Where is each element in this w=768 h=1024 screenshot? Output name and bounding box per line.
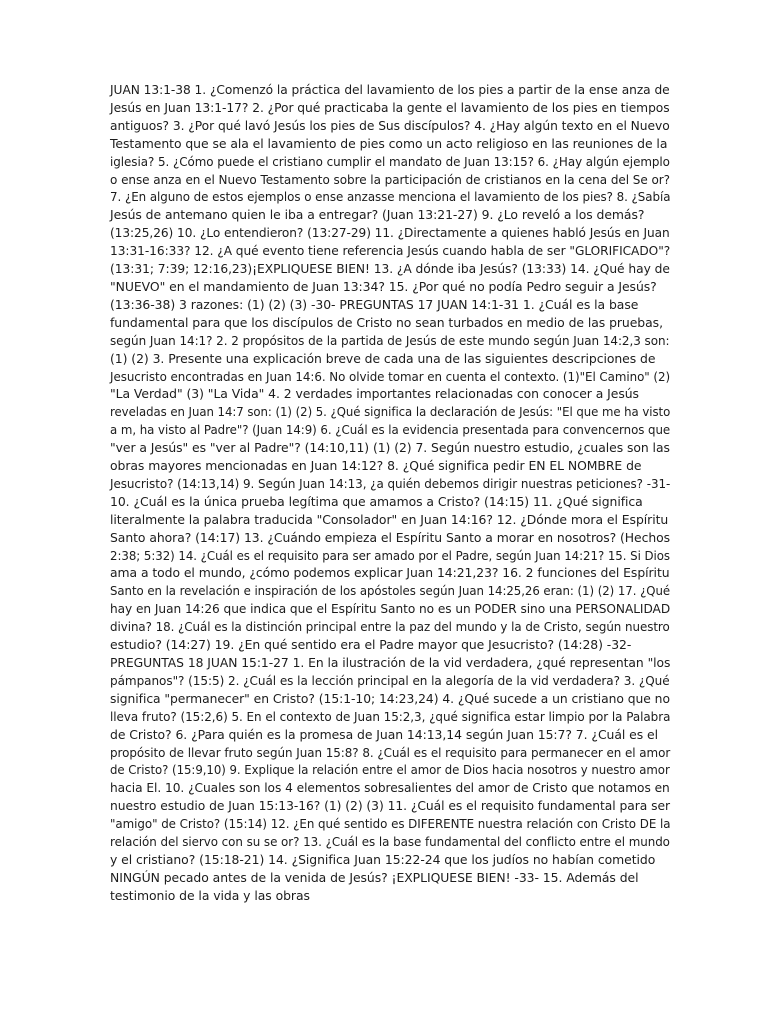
text-line: hay en Juan 14:26 que indica que el Espíritu Santo no es un PODER sino una PERSONALIDAD bbox=[110, 601, 671, 617]
text-line: hacia El. 10. ¿Cuales son los 4 elementos sobresalientes del amor de Cristo que notamos en bbox=[110, 780, 670, 796]
text-line: Testamento que se ala el lavamiento de pies como un acto religioso en las reuniones de la bbox=[110, 135, 668, 151]
text-line: (13:25,26) 10. ¿Lo entendieron? (13:27-29) 11. ¿Directamente a quienes habló Jesús en Juan bbox=[110, 225, 670, 241]
text-line: antiguos? 3. ¿Por qué lavó Jesús los pies de Sus discípulos? 4. ¿Hay algún texto en el Nuevo bbox=[110, 117, 670, 133]
text-line: PREGUNTAS 18 JUAN 15:1-27 1. En la ilustración de la vid verdadera, ¿qué representan "los bbox=[110, 655, 671, 670]
text-line: y el cristiano? (15:18-21) 14. ¿Significa Juan 15:22-24 que los judíos no habían cometido bbox=[110, 851, 656, 867]
text-line: Santo en la revelación e inspiración de los apóstoles según Juan 14:25,26 eran: (1) (2) 17. ¿Qué bbox=[110, 583, 671, 599]
text-line: nuestro estudio de Juan 15:13-16? (1) (2) (3) 11. ¿Cuál es el requisito fundamental para ser bbox=[110, 798, 671, 814]
text-line: de Cristo? 6. ¿Para quién es la promesa de Juan 14:13,14 según Juan 15:7? 7. ¿Cuál es el bbox=[110, 726, 659, 742]
text-line: 13:31-16:33? 12. ¿A qué evento tiene referencia Jesús cuando habla de ser "GLORIFICADO"? bbox=[110, 243, 671, 259]
text-line: lleva fruto? (15:2,6) 5. En el contexto de Juan 15:2,3, ¿qué significa estar limpio por la Palabra bbox=[110, 708, 671, 724]
text-line: relación del siervo con su se or? 13. ¿Cuál es la base fundamental del conflicto entre el mundo bbox=[110, 834, 670, 850]
text-line: o ense anza en el Nuevo Testamento sobre la participación de cristianos en la cena del Se or? bbox=[110, 171, 670, 187]
text-line: "La Verdad" (3) "La Vida" 4. 2 verdades importantes relacionadas con conocer a Jesús bbox=[110, 386, 639, 402]
text-line: a m, ha visto al Padre"? (Juan 14:9) 6. ¿Cuál es la evidencia presentada para convencernos que bbox=[110, 422, 671, 438]
text-line: 7. ¿En alguno de estos ejemplos o ense anzasse menciona el lavamiento de los pies? 8. ¿Sabía bbox=[110, 189, 671, 205]
text-line: 10. ¿Cuál es la única prueba legítima que amamos a Cristo? (14:15) 11. ¿Qué significa bbox=[110, 493, 643, 509]
text-line: testimonio de la vida y las obras bbox=[110, 887, 310, 903]
text-line: JUAN 13:1-38 1. ¿Comenzó la práctica del lavamiento de los pies a partir de la ense anza de bbox=[110, 82, 670, 97]
text-line: 2:38; 5:32) 14. ¿Cuál es el requisito para ser amado por el Padre, según Juan 14:21? 15. Si Dios bbox=[110, 547, 670, 563]
text-line: Jesús de antemano quien le iba a entregar? (Juan 13:21-27) 9. ¿Lo reveló a los demás? bbox=[110, 207, 645, 223]
text-line: "NUEVO" en el mandamiento de Juan 13:34? 15. ¿Por qué no podía Pedro seguir a Jesús? bbox=[110, 278, 657, 294]
text-line: Jesucristo? (14:13,14) 9. Según Juan 14:13, ¿a quién debemos dirigir nuestras peticiones? -31- bbox=[110, 475, 671, 491]
text-line: fundamental para que los discípulos de Cristo no sean turbados en medio de las pruebas, bbox=[110, 314, 663, 330]
text-line: (13:36-38) 3 razones: (1) (2) (3) -30- PREGUNTAS 17 JUAN 14:1-31 1. ¿Cuál es la base bbox=[110, 296, 639, 312]
text-line: propósito de llevar fruto según Juan 15:8? 8. ¿Cuál es el requisito para permanecer en el amor bbox=[110, 744, 671, 760]
text-line: iglesia? 5. ¿Cómo puede el cristiano cumplir el mandato de Juan 13:15? 6. ¿Hay algún ejemplo bbox=[110, 153, 670, 169]
text-line: "amigo" de Cristo? (15:14) 12. ¿En qué sentido es DIFERENTE nuestra relación con Cristo DE la bbox=[110, 816, 671, 832]
text-line: ama a todo el mundo, ¿cómo podemos explicar Juan 14:21,23? 16. 2 funciones del Espíritu bbox=[110, 565, 670, 581]
document-body bbox=[110, 81, 670, 905]
text-line: reveladas en Juan 14:7 son: (1) (2) 5. ¿Qué significa la declaración de Jesús: "El que me ha visto bbox=[110, 404, 671, 420]
text-line: (13:31; 7:39; 12:16,23)¡EXPLIQUESE BIEN! 13. ¿A dónde iba Jesús? (13:33) 14. ¿Qué hay de bbox=[110, 261, 670, 277]
text-line: Santo ahora? (14:17) 13. ¿Cuándo empieza el Espíritu Santo a morar en nosotros? (Hechos bbox=[110, 529, 671, 545]
text-line: significa "permanecer" en Cristo? (15:1-10; 14:23,24) 4. ¿Qué sucede a un cristiano que no bbox=[110, 690, 670, 706]
text-line: pámpanos"? (15:5) 2. ¿Cuál es la lección principal en la alegoría de la vid verdadera? 3. ¿Qué bbox=[110, 672, 670, 688]
text-line: NINGÚN pecado antes de la venida de Jesús? ¡EXPLIQUESE BIEN! -33- 15. Además del bbox=[110, 869, 639, 885]
text-line: Jesucristo encontradas en Juan 14:6. No olvide tomar en cuenta el contexto. (1)"El Camino" (2) bbox=[110, 368, 671, 384]
text-line: estudio? (14:27) 19. ¿En qué sentido era el Padre mayor que Jesucristo? (14:28) -32- bbox=[110, 637, 632, 653]
text-line: divina? 18. ¿Cuál es la distinción principal entre la paz del mundo y la de Cristo, según nuestro bbox=[110, 619, 670, 635]
text-line: según Juan 14:1? 2. 2 propósitos de la partida de Jesús de este mundo según Juan 14:2,3 son: bbox=[110, 332, 670, 348]
text-line: de Cristo? (15:9,10) 9. Explique la relación entre el amor de Dios hacia nosotros y nuestro amor bbox=[110, 762, 670, 778]
text-line: "ver a Jesús" es "ver al Padre"? (14:10,11) (1) (2) 7. Según nuestro estudio, ¿cuales son las bbox=[110, 440, 670, 456]
text-line: obras mayores mencionadas en Juan 14:12? 8. ¿Qué significa pedir EN EL NOMBRE de bbox=[110, 458, 642, 474]
text-line: Jesús en Juan 13:1-17? 2. ¿Por qué practicaba la gente el lavamiento de los pies en tiempos bbox=[110, 99, 670, 115]
text-line: literalmente la palabra traducida "Consolador" en Juan 14:16? 12. ¿Dónde mora el Espíritu bbox=[110, 511, 669, 527]
text-line: (1) (2) 3. Presente una explicación breve de cada una de las siguientes descripciones de bbox=[110, 350, 656, 366]
